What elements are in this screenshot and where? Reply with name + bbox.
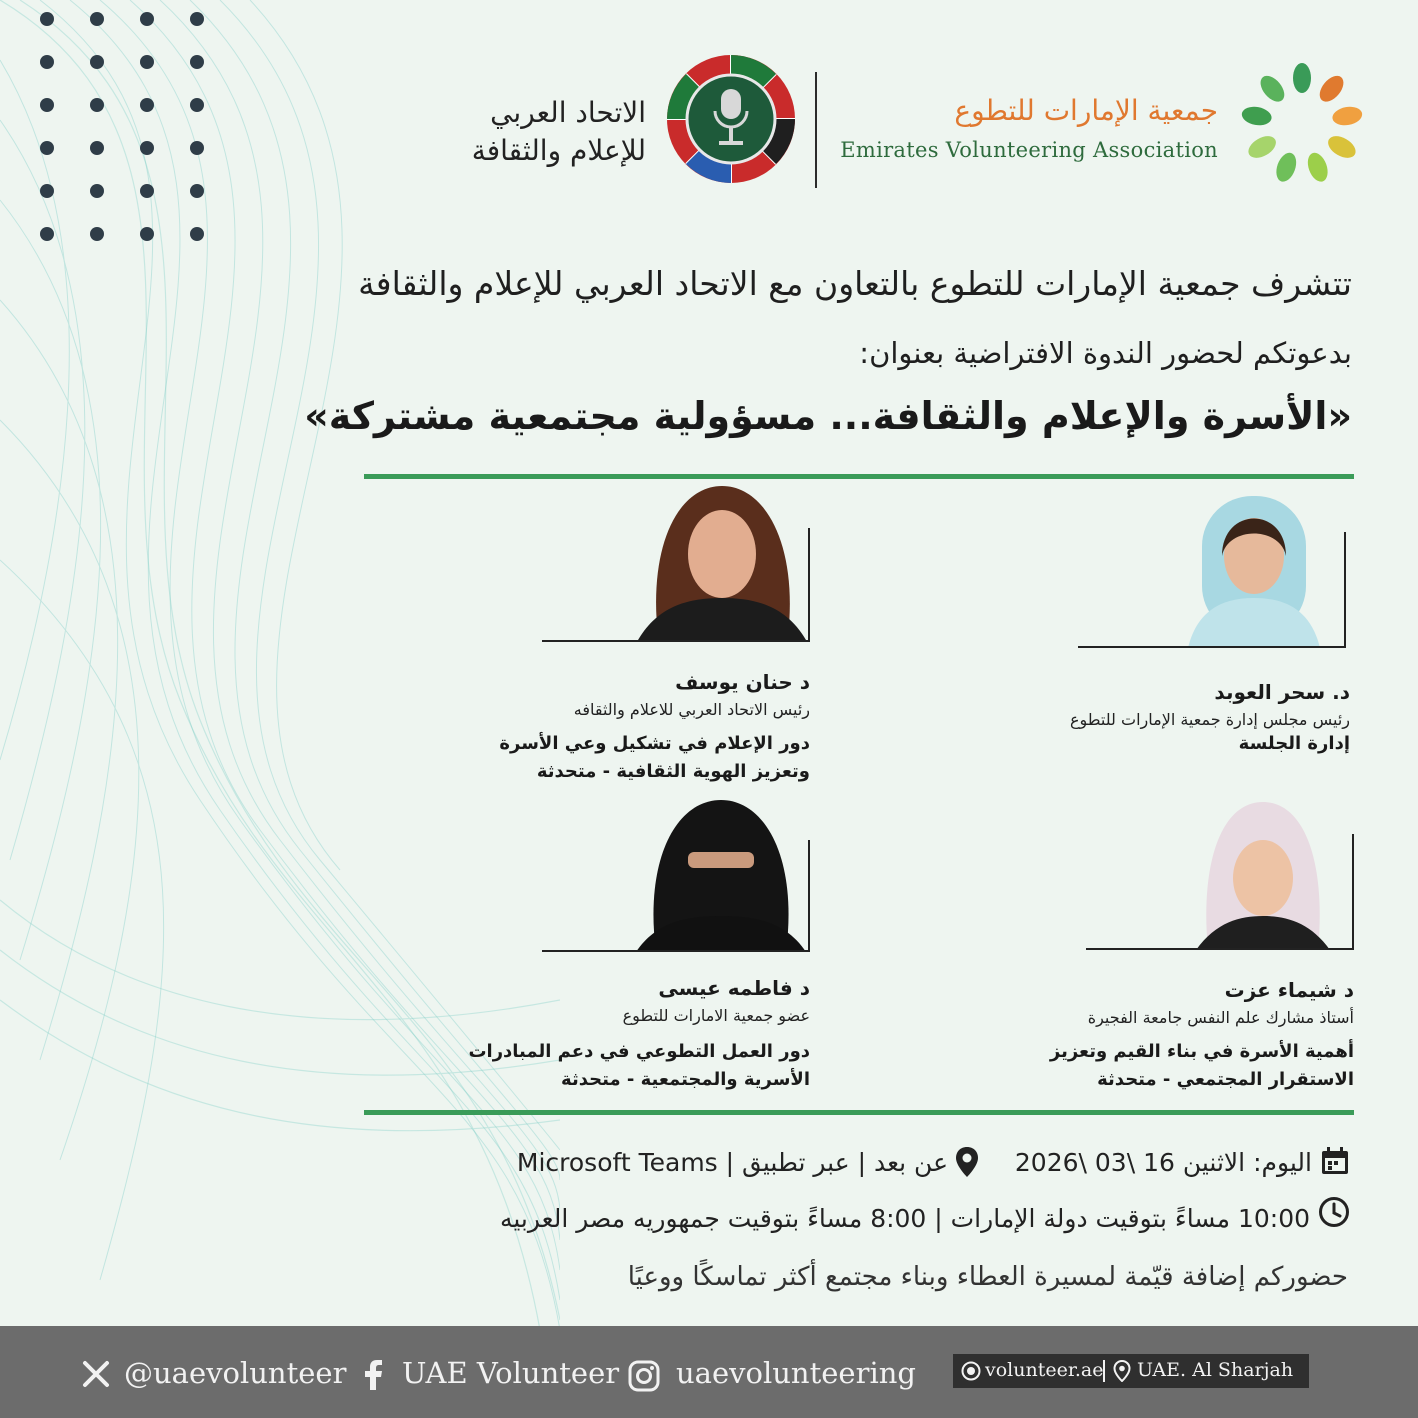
speaker-topic: أهمية الأسرة في بناء القيم وتعزيز [1049,1041,1354,1062]
top-green-rule [364,474,1354,479]
speaker-photo-shaimaa [1196,796,1330,950]
speaker-frame-edge [1078,646,1346,648]
speaker-topic: الاستقرار المجتمعي - متحدثة [1097,1069,1354,1090]
speaker-topic: دور الإعلام في تشكيل وعي الأسرة [499,733,810,754]
aumc-name-line1: الاتحاد العربي [490,96,646,129]
speaker-frame-edge [542,640,810,642]
aumc-emblem-logo [666,54,796,184]
aumc-name-line2: للإعلام والثقافة [471,134,646,167]
location-text: UAE. Al Sharjah [1137,1359,1294,1381]
speaker-frame-edge [808,528,810,642]
speaker-role: عضو جمعية الامارات للتطوع [622,1006,810,1025]
speaker-topic: إدارة الجلسة [1238,733,1350,754]
speaker-frame-edge [1086,948,1354,950]
speaker-frame-edge [1344,532,1346,648]
speaker-name: د فاطمه عيسى [658,976,810,1000]
footer-separator [1103,1360,1105,1382]
speaker-name: د. سحر العوبد [1214,680,1350,704]
speaker-name: د شيماء عزت [1224,978,1354,1002]
invitation-line: تتشرف جمعية الإمارات للتطوع بالتعاون مع الاتحاد العربي للإعلام والثقافة [358,264,1352,303]
clock-icon [1318,1196,1350,1228]
eva-name-arabic: جمعية الإمارات للتطوع [954,94,1218,127]
closing-message: حضوركم إضافة قيّمة لمسيرة العطاء وبناء مجتمع أكثر تماسكًا ووعيًا [627,1262,1348,1292]
facebook-name[interactable]: UAE Volunteer [402,1356,620,1390]
event-venue: عن بعد | عبر تطبيق | Microsoft Teams [516,1148,948,1177]
speaker-topic: وتعزيز الهوية الثقافية - متحدثة [536,761,810,782]
speaker-frame-edge [1352,834,1354,950]
speaker-role: أستاذ مشارك علم النفس جامعة الفجيرة [1087,1008,1354,1027]
eva-name-english: Emirates Volunteering Association [840,138,1218,162]
speaker-name: د حنان يوسف [675,670,810,694]
event-date: اليوم: الاثنين 16 \03 \2026 [1014,1148,1312,1177]
instagram-handle[interactable]: uaevolunteering [676,1356,916,1390]
website-url[interactable]: volunteer.ae [985,1359,1104,1381]
invitation-subline: بدعوتكم لحضور الندوة الافتراضية بعنوان: [859,336,1352,370]
location-pin-icon [1113,1360,1131,1382]
speaker-photo-fatma [636,800,806,952]
decorative-dot-grid [34,8,214,248]
event-time: 10:00 مساءً بتوقيت دولة الإمارات | 8:00 مساءً بتوقيت جمهوريه مصر العربيه [499,1204,1310,1233]
facebook-icon[interactable] [362,1360,384,1390]
x-handle[interactable]: @uaevolunteer [124,1356,347,1390]
calendar-icon [1320,1146,1350,1176]
footer-bar [0,1326,1418,1418]
x-icon[interactable] [82,1360,110,1388]
speaker-role: رئيس الاتحاد العربي للاعلام والثقافه [573,700,810,719]
speaker-photo-sahar [1188,486,1320,648]
instagram-icon[interactable] [628,1360,660,1392]
speaker-role: رئيس مجلس إدارة جمعية الإمارات للتطوع [1069,710,1350,729]
header-divider [815,72,817,188]
website-location-box [953,1354,1309,1388]
bottom-green-rule [364,1110,1354,1115]
speaker-photo-hanan [638,486,806,640]
eva-leaf-logo [1240,62,1364,186]
globe-icon [961,1361,981,1381]
speaker-frame-edge [542,950,810,952]
speaker-frame-edge [808,840,810,952]
location-pin-icon [955,1146,979,1178]
speaker-topic: الأسرية والمجتمعية - متحدثة [561,1069,810,1090]
speaker-topic: دور العمل التطوعي في دعم المبادرات [468,1041,810,1062]
event-title: «الأسرة والإعلام والثقافة... مسؤولية مجتمعية مشتركة» [304,394,1352,438]
